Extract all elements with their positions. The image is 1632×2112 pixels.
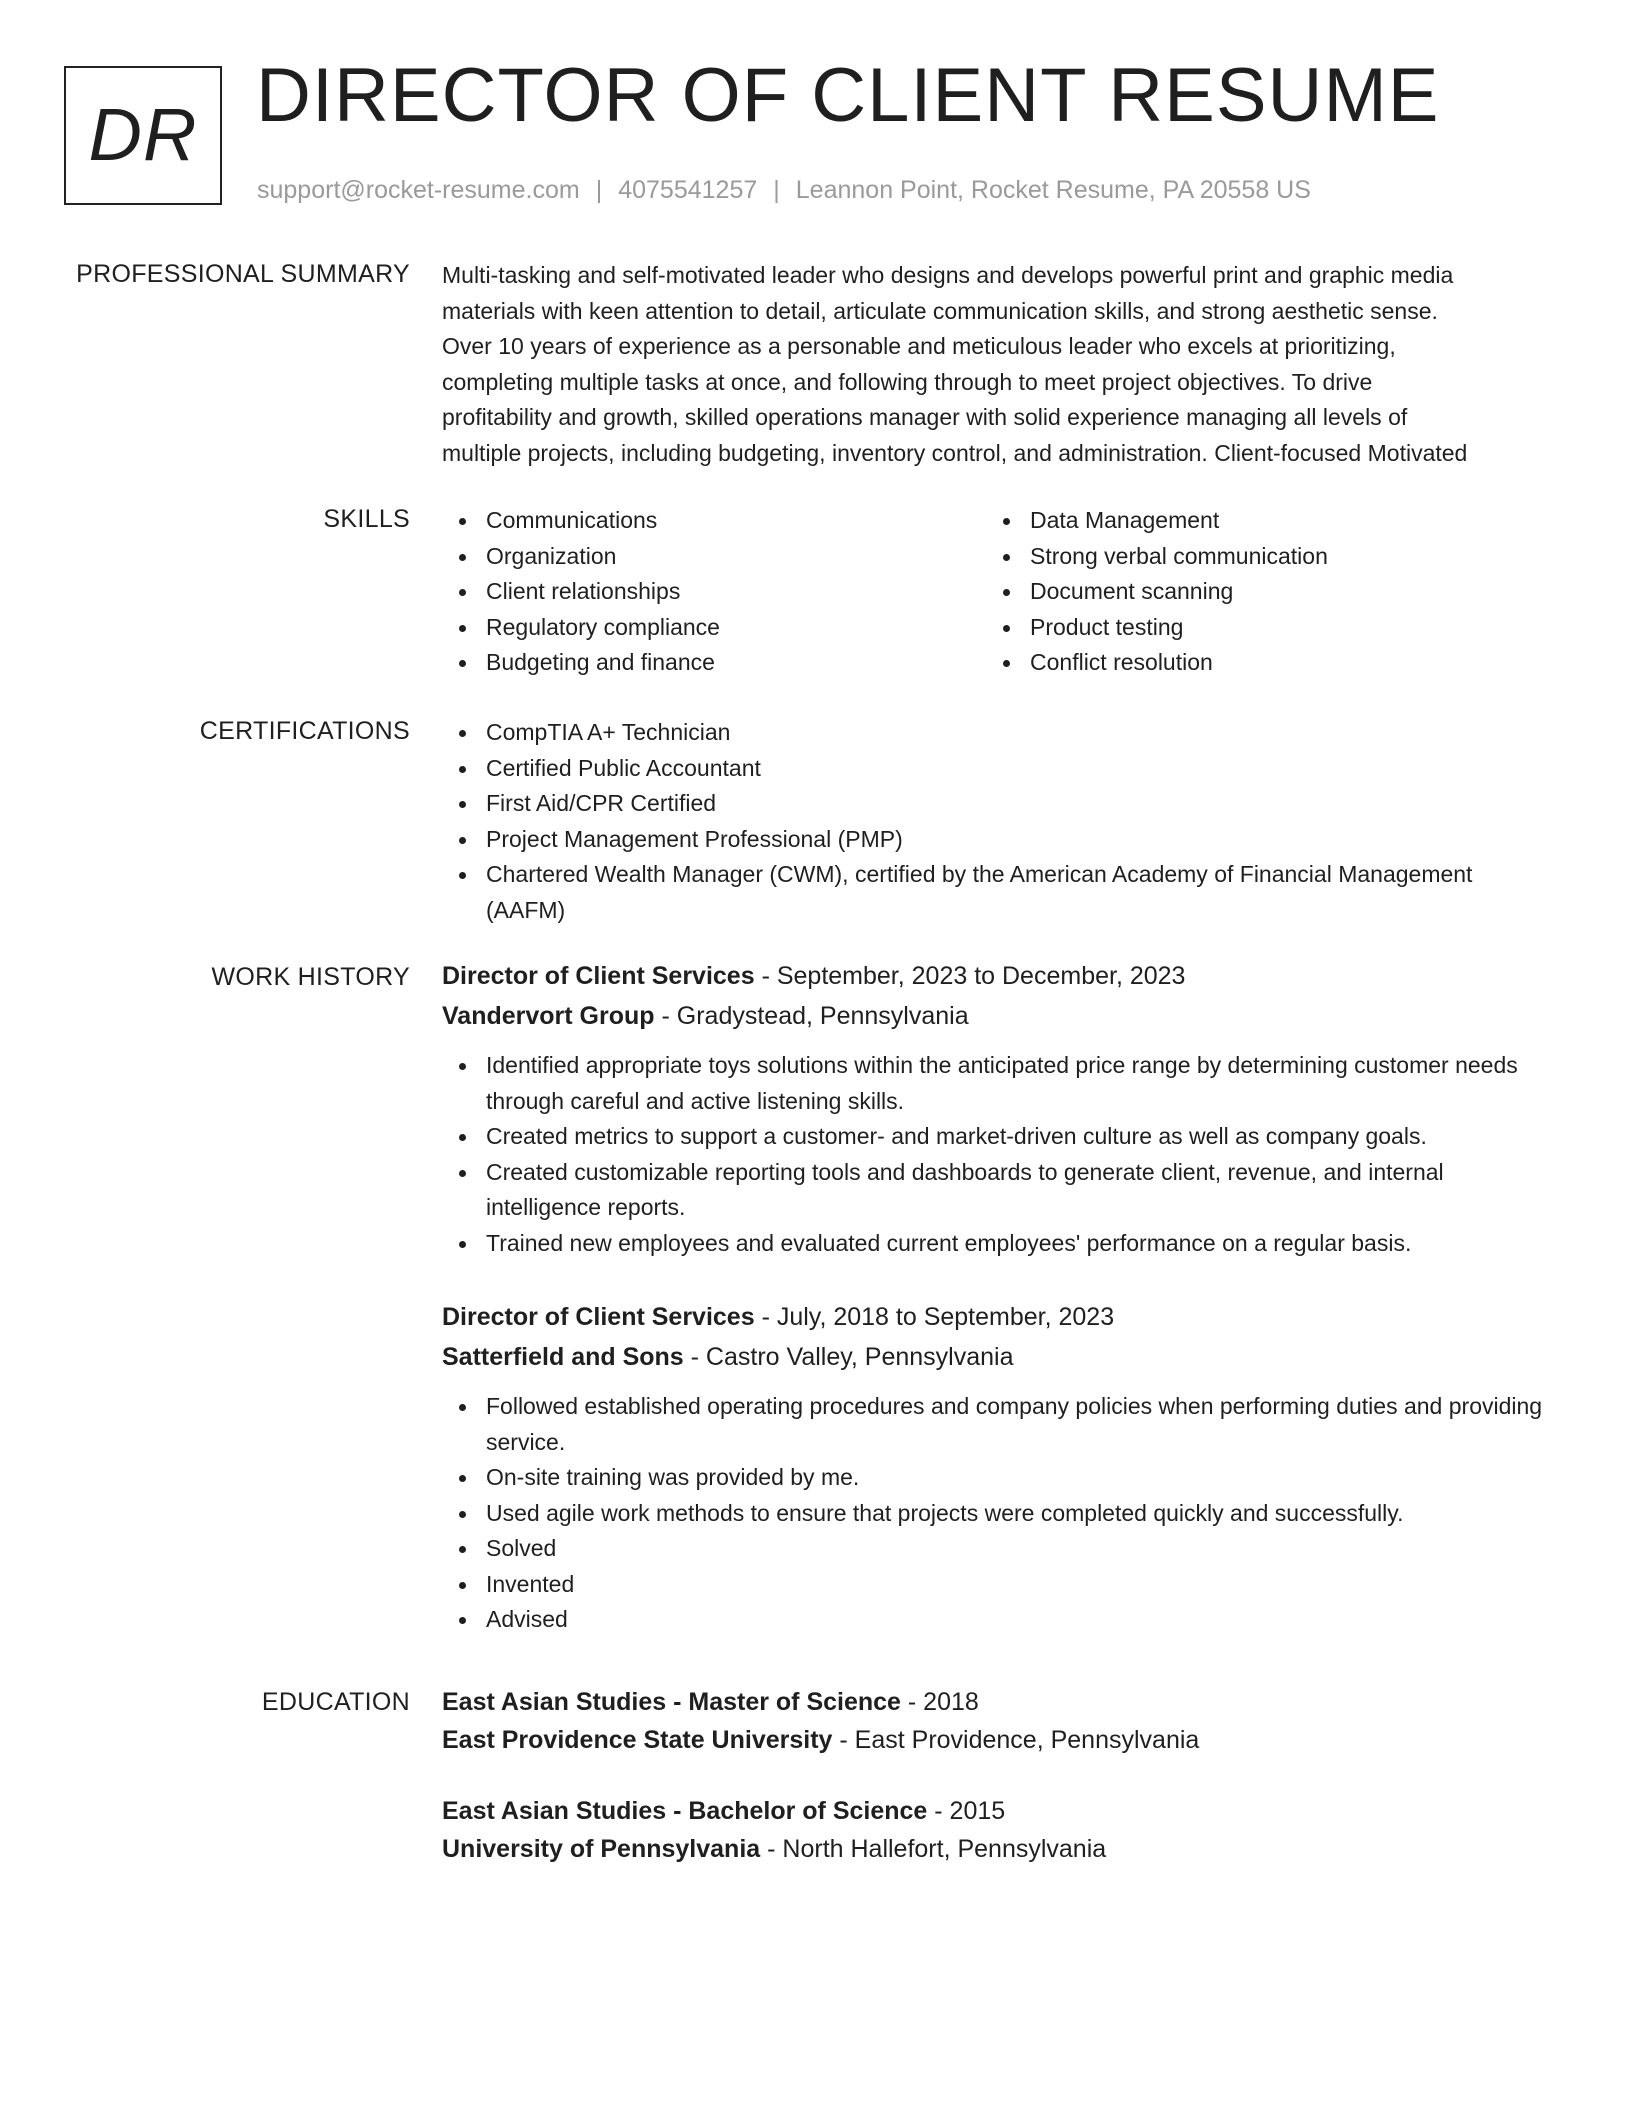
- job-location: - Gradystead, Pennsylvania: [654, 1002, 969, 1030]
- education-year: - 2018: [900, 1688, 979, 1716]
- summary-line: multiple projects, including budgeting, inventory control, and administration. Client-focused Motivated: [442, 439, 1468, 466]
- education-degree: East Asian Studies - Bachelor of Science: [442, 1797, 928, 1825]
- job-bullets: [442, 1389, 1554, 1638]
- job-location: - Castro Valley, Pennsylvania: [683, 1343, 1014, 1371]
- certification-item: CompTIA A+ Technician: [442, 715, 1554, 751]
- job-title-line: [442, 956, 1554, 996]
- summary-line: completing multiple tasks at once, and following through to meet project objectives. To drive: [442, 368, 1373, 395]
- skill-item: Budgeting and finance: [442, 645, 986, 681]
- education-degree: East Asian Studies - Master of Science: [442, 1688, 901, 1716]
- job-title-line: [442, 1297, 1554, 1337]
- job-dates: - September, 2023 to December, 2023: [754, 962, 1186, 990]
- job-company: Satterfield and Sons: [442, 1343, 684, 1371]
- skills-list-right: [986, 503, 1530, 681]
- education-location: - East Providence, Pennsylvania: [832, 1726, 1200, 1754]
- skill-item: Document scanning: [986, 574, 1530, 610]
- job-dates: - July, 2018 to September, 2023: [754, 1303, 1115, 1331]
- skill-item: Strong verbal communication: [986, 539, 1530, 575]
- job-bullets: [442, 1048, 1554, 1261]
- job-bullet: Used agile work methods to ensure that projects were completed quickly and successfully.: [442, 1496, 1554, 1532]
- summary-body: [442, 258, 1554, 471]
- summary-line: Multi-tasking and self-motivated leader who designs and develops powerful print and graphic media: [442, 262, 1454, 288]
- skill-item: Regulatory compliance: [442, 610, 986, 646]
- contact-phone[interactable]: 4075541257: [618, 176, 758, 204]
- skill-item: Client relationships: [442, 574, 986, 610]
- contact-address: Leannon Point, Rocket Resume, PA 20558 US: [795, 176, 1311, 204]
- job-bullet: Trained new employees and evaluated current employees' performance on a regular basis.: [442, 1226, 1554, 1262]
- summary-line: materials with keen attention to detail, articulate communication skills, and strong aesthetic sense.: [442, 297, 1438, 324]
- contact-email[interactable]: support@rocket-resume.com: [257, 176, 580, 204]
- skill-item: Product testing: [986, 610, 1530, 646]
- section-label-certifications: CERTIFICATIONS: [199, 717, 410, 745]
- summary-line: profitability and growth, skilled operations manager with solid experience managing all levels of: [442, 404, 1408, 430]
- contact-separator: |: [773, 176, 780, 204]
- education-school-line: [442, 1830, 1554, 1868]
- certification-item: Certified Public Accountant: [442, 751, 1554, 787]
- education-location: - North Hallefort, Pennsylvania: [760, 1835, 1107, 1863]
- education-school: University of Pennsylvania: [442, 1835, 761, 1863]
- job-bullet: Followed established operating procedures and company policies when performing duties and providing service.: [442, 1389, 1554, 1460]
- job-company-line: [442, 996, 1554, 1036]
- job-bullet: Advised: [442, 1602, 1554, 1638]
- monogram-initials: DR: [88, 93, 198, 176]
- summary-text: [442, 258, 1554, 471]
- education-school: East Providence State University: [442, 1726, 833, 1754]
- certification-item: First Aid/CPR Certified: [442, 786, 1554, 822]
- job-bullet: Created customizable reporting tools and dashboards to generate client, revenue, and internal intelligence reports.: [442, 1155, 1554, 1226]
- section-label-education: EDUCATION: [261, 1688, 410, 1716]
- skills-list-left: [442, 503, 986, 681]
- contact-line: [257, 175, 1311, 205]
- contact-separator: |: [595, 176, 603, 204]
- resume-title: DIRECTOR OF CLIENT RESUME: [256, 53, 1440, 138]
- job-bullet: Created metrics to support a customer- and market-driven culture as well as company goals.: [442, 1119, 1554, 1155]
- job-bullet: On-site training was provided by me.: [442, 1460, 1554, 1496]
- section-label-summary: PROFESSIONAL SUMMARY: [76, 260, 410, 288]
- education-entry: [442, 1792, 1554, 1868]
- skills-body: [442, 503, 1554, 681]
- certifications-list: [442, 715, 1554, 928]
- skill-item: Communications: [442, 503, 986, 539]
- education-degree-line: [442, 1683, 1554, 1721]
- certification-item: Project Management Professional (PMP): [442, 822, 1554, 858]
- education-degree-line: [442, 1792, 1554, 1830]
- certification-item: Chartered Wealth Manager (CWM), certified by the American Academy of Financial Management (AAFM): [442, 857, 1554, 928]
- job-bullet: Invented: [442, 1567, 1554, 1603]
- job-company-line: [442, 1337, 1554, 1377]
- skill-item: Data Management: [986, 503, 1530, 539]
- education-school-line: [442, 1721, 1554, 1759]
- monogram-box: [64, 66, 222, 205]
- job-title: Director of Client Services: [442, 962, 755, 990]
- job-entry: [442, 956, 1554, 1261]
- skill-item: Conflict resolution: [986, 645, 1530, 681]
- section-label-skills: SKILLS: [323, 505, 410, 533]
- job-bullet: Solved: [442, 1531, 1554, 1567]
- job-title: Director of Client Services: [442, 1303, 755, 1331]
- education-entry: [442, 1683, 1554, 1759]
- education-year: - 2015: [927, 1797, 1006, 1825]
- job-company: Vandervort Group: [442, 1002, 655, 1030]
- skill-item: Organization: [442, 539, 986, 575]
- certifications-body: [442, 715, 1554, 928]
- job-entry: [442, 1297, 1554, 1638]
- section-label-work-history: WORK HISTORY: [211, 963, 410, 991]
- job-bullet: Identified appropriate toys solutions within the anticipated price range by determining customer needs through careful and active listening skills.: [442, 1048, 1554, 1119]
- summary-line: Over 10 years of experience as a personable and meticulous leader who excels at prioritizing,: [442, 333, 1396, 359]
